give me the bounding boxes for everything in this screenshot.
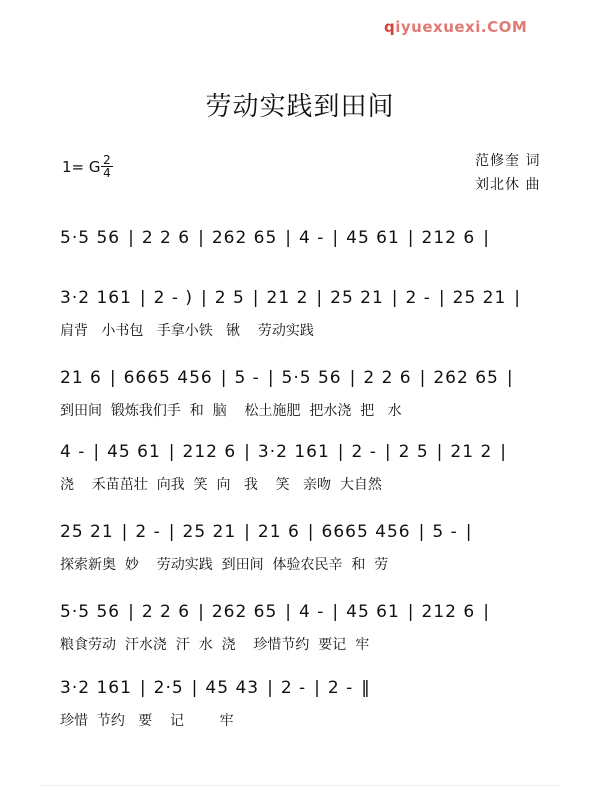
measure: 212 6 — [421, 602, 476, 622]
measure: 25 21 — [182, 522, 237, 542]
barline: | — [139, 678, 146, 698]
lyric-row — [60, 474, 550, 494]
barline: | — [438, 288, 445, 308]
measure: 21 6 — [257, 522, 300, 542]
measure: 2 - ) — [153, 288, 194, 308]
measure: 262 65 — [433, 368, 499, 388]
measure: 25 21 — [60, 522, 114, 542]
composer-credit: 刘北休 曲 — [475, 177, 541, 193]
score-line — [60, 366, 550, 426]
measure: 45 43 — [205, 678, 260, 698]
barline: | — [93, 442, 100, 462]
barline: | — [252, 288, 259, 308]
barline: | — [198, 602, 204, 622]
measure: 25 21 — [330, 288, 384, 308]
measure: 6665 456 — [321, 522, 411, 542]
lyric-text: 浇 禾苗茁壮 向我 笑 向 我 笑 亲吻 大自然 — [60, 477, 382, 493]
measure: 5·5 56 — [60, 228, 121, 248]
measure: 6665 456 — [123, 368, 213, 388]
barline: | — [307, 522, 314, 542]
song-title: 劳动实践到田间 — [205, 92, 395, 122]
barline: | — [244, 442, 250, 462]
site-watermark: qiyuexuexi.COM — [384, 18, 528, 36]
measure: 4 - — [60, 442, 86, 462]
barline: | — [244, 522, 250, 542]
barline: | — [201, 288, 207, 308]
measure: 4 - — [299, 602, 325, 622]
notation-row — [60, 366, 550, 390]
divider — [40, 785, 560, 786]
score-line — [60, 226, 550, 286]
notation-row — [60, 676, 550, 700]
barline: | — [332, 228, 339, 248]
measure: 2 5 — [398, 442, 429, 462]
score-line — [60, 600, 550, 660]
lyric-text: 探索新奥 妙 劳动实践 到田间 体验农民辛 和 劳 — [60, 557, 389, 573]
barline: | — [391, 288, 398, 308]
lyric-text: 肩背 小书包 手拿小铁 锹 劳动实践 — [60, 323, 314, 339]
barline: | — [418, 522, 425, 542]
notation-row — [60, 226, 550, 250]
measure: 3·2 161 — [257, 442, 330, 462]
barline: | — [220, 368, 227, 388]
barline: | — [316, 288, 323, 308]
measure: 2 2 6 — [363, 368, 412, 388]
barline: | — [267, 368, 274, 388]
measure: 5 - — [432, 522, 458, 542]
measure: 212 6 — [421, 228, 476, 248]
measure: 2 2 6 — [141, 602, 191, 622]
measure: 3·2 161 — [60, 678, 132, 698]
measure: 5 - — [234, 368, 260, 388]
time-signature-bottom: 4 — [103, 166, 111, 180]
lyricist-credit: 范修奎 词 — [475, 153, 541, 169]
measure: 2 - — [351, 442, 377, 462]
measure: 212 6 — [182, 442, 237, 462]
measure: 5·5 56 — [281, 368, 342, 388]
lyric-row — [60, 400, 550, 420]
barline: | — [407, 228, 414, 248]
time-signature-top: 2 — [101, 154, 113, 167]
measure: 45 61 — [107, 442, 161, 462]
measure: 5·5 56 — [60, 602, 121, 622]
barline: | — [128, 602, 134, 622]
barline: | — [314, 678, 320, 698]
measure: 45 61 — [346, 228, 400, 248]
measure: 262 65 — [211, 228, 278, 248]
notation-row — [60, 520, 550, 544]
barline: | — [332, 602, 339, 622]
measure: 2 - — [135, 522, 161, 542]
measure: 2 - — [280, 678, 307, 698]
measure: 45 61 — [346, 602, 400, 622]
barline: | — [349, 368, 356, 388]
barline: | — [168, 442, 175, 462]
barline: | — [198, 228, 204, 248]
barline: | — [337, 442, 344, 462]
score-line — [60, 520, 550, 580]
barline: | — [500, 442, 506, 462]
barline: | — [514, 288, 521, 308]
lyric-text: 珍惜 节约 要 记 牢 — [60, 713, 234, 729]
measure: 2 - — [327, 678, 354, 698]
score-line — [60, 440, 550, 500]
measure: 3·2 161 — [60, 288, 132, 308]
barline: | — [128, 228, 134, 248]
barline: | — [506, 368, 513, 388]
score-line — [60, 286, 550, 346]
barline: | — [109, 368, 116, 388]
notation-row — [60, 600, 550, 624]
barline: | — [267, 678, 273, 698]
barline: | — [121, 522, 128, 542]
measure: 2 2 6 — [141, 228, 191, 248]
notation-row — [60, 286, 550, 310]
measure: 2 - — [405, 288, 431, 308]
key-signature: 1= G — [62, 158, 101, 176]
barline: | — [384, 442, 391, 462]
barline: | — [168, 522, 175, 542]
measure: 2·5 — [153, 678, 184, 698]
notation-row — [60, 440, 550, 464]
lyric-text: 到田间 锻炼我们手 和 脑 松土施肥 把水浇 把 水 — [60, 403, 402, 419]
lyric-row — [60, 710, 550, 730]
measure: 21 2 — [266, 288, 309, 308]
measure: 4 - — [299, 228, 325, 248]
lyric-row — [60, 554, 550, 574]
measure: 21 6 — [60, 368, 102, 388]
barline: ‖ — [361, 678, 370, 698]
barline: | — [407, 602, 414, 622]
measure: 262 65 — [211, 602, 278, 622]
barline: | — [285, 228, 292, 248]
time-signature — [101, 154, 113, 179]
barline: | — [191, 678, 198, 698]
barline: | — [436, 442, 443, 462]
measure: 21 2 — [450, 442, 493, 462]
score-line — [60, 676, 550, 736]
barline: | — [285, 602, 292, 622]
lyric-row — [60, 320, 550, 340]
barline: | — [139, 288, 146, 308]
barline: | — [483, 228, 489, 248]
lyric-text: 粮食劳动 汗水浇 汗 水 浇 珍惜节约 要记 牢 — [60, 637, 370, 653]
measure: 25 21 — [452, 288, 507, 308]
lyric-row — [60, 634, 550, 654]
barline: | — [483, 602, 489, 622]
barline: | — [465, 522, 472, 542]
barline: | — [419, 368, 426, 388]
measure: 2 5 — [214, 288, 245, 308]
